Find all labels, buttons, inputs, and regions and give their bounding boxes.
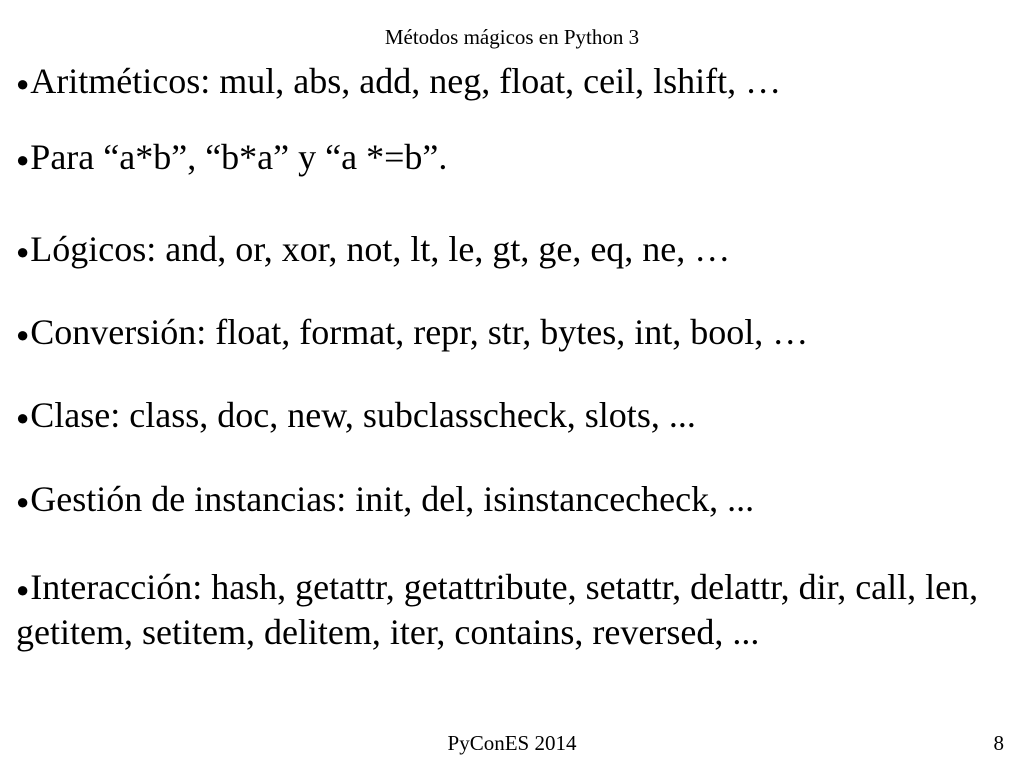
bullet-dot-icon: ● [16, 577, 30, 602]
bullet-text: Para “a*b”, “b*a” y “a *=b”. [30, 137, 448, 177]
bullet-text: Clase: class, doc, new, subclasscheck, slots, ... [30, 395, 696, 435]
bullet-clase [16, 394, 1006, 439]
footer-event: PyConES 2014 [447, 731, 577, 755]
bullet-logicos [16, 228, 1006, 273]
slide-header: Métodos mágicos en Python 3 [384, 25, 640, 49]
bullet-dot-icon: ● [16, 239, 30, 264]
bullet-dot-icon: ● [16, 147, 30, 172]
bullet-gestion-instancias [16, 478, 1006, 523]
page-number: 8 [993, 731, 1004, 755]
bullet-dot-icon: ● [16, 405, 30, 430]
bullet-aritmeticos [16, 60, 1006, 105]
bullet-dot-icon: ● [16, 322, 30, 347]
bullet-dot-icon: ● [16, 489, 30, 514]
bullet-text: Interacción: hash, getattr, getattribute, setattr, delattr, dir, call, len, getitem, setitem, delitem, iter, contains, reversed, ... [16, 567, 979, 652]
bullet-text: Aritméticos: mul, abs, add, neg, float, ceil, lshift, … [30, 61, 782, 101]
bullet-text: Lógicos: and, or, xor, not, lt, le, gt, ge, eq, ne, … [30, 229, 731, 269]
bullet-para [16, 136, 1006, 181]
bullet-conversion [16, 311, 1006, 356]
bullet-text: Gestión de instancias: init, del, isinstancecheck, ... [30, 479, 755, 519]
bullet-dot-icon: ● [16, 71, 30, 96]
bullet-text: Conversión: float, format, repr, str, bytes, int, bool, … [30, 312, 809, 352]
bullet-interaccion [16, 566, 1006, 653]
